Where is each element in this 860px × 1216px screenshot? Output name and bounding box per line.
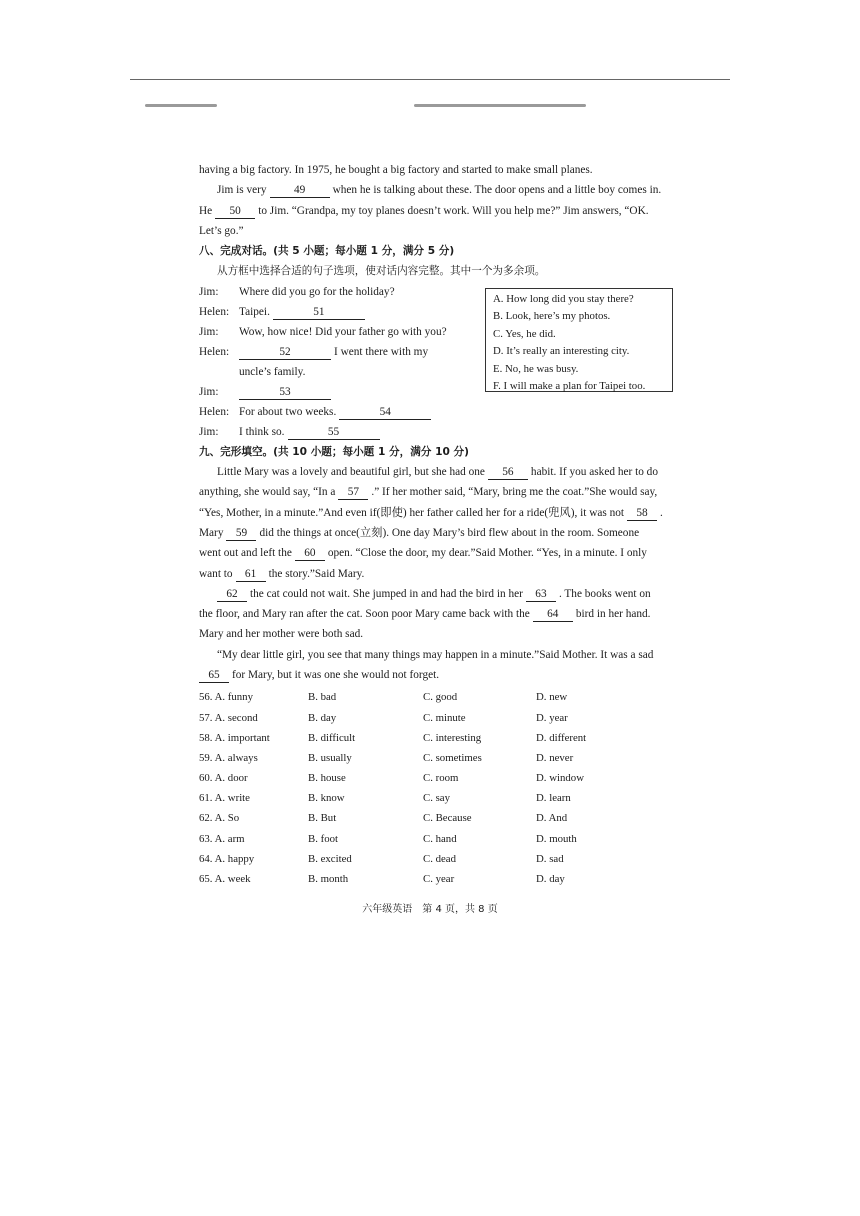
scan-mark: [414, 104, 586, 107]
blank-52[interactable]: 52: [239, 346, 331, 360]
choice-c[interactable]: C. good: [423, 691, 458, 704]
choice-a[interactable]: 60. A. door: [199, 772, 248, 785]
choice-b[interactable]: B. bad: [308, 691, 337, 704]
blank-53[interactable]: 53: [239, 386, 331, 400]
choice-b[interactable]: B. day: [308, 711, 337, 724]
choice-b[interactable]: B. But: [308, 812, 337, 825]
passage-line: Little Mary was a lovely and beautiful girl, but she had one 56 habit. If you asked her to do: [217, 466, 658, 479]
choice-d[interactable]: D. new: [536, 691, 568, 704]
choice-row-56: [199, 687, 679, 707]
scan-mark: [145, 104, 217, 107]
choice-c[interactable]: C. year: [423, 873, 455, 886]
option-e: E. No, he was busy.: [493, 362, 579, 375]
passage-line: “Yes, Mother, in a minute.”And even if(即使) her father called her for a ride(兜风), it was not 58 .: [199, 506, 663, 519]
choice-row-62: [199, 808, 679, 828]
passage-line: want to 61 the story.”Said Mary.: [199, 567, 365, 580]
blank-55[interactable]: 55: [288, 426, 380, 440]
blank-51[interactable]: 51: [273, 306, 365, 320]
passage-line: “My dear little girl, you see that many things may happen in a minute.”Said Mother. It was a sad: [217, 648, 654, 661]
choice-c[interactable]: C. sometimes: [423, 751, 482, 764]
choice-b[interactable]: B. excited: [308, 852, 352, 865]
choice-a[interactable]: 61. A. write: [199, 792, 250, 805]
choice-c[interactable]: C. say: [423, 792, 450, 805]
blank-60[interactable]: 60: [295, 547, 325, 561]
choice-b[interactable]: B. house: [308, 772, 346, 785]
choice-row-57: [199, 708, 679, 728]
options-box: [485, 288, 673, 392]
passage-line: He 50 to Jim. “Grandpa, my toy planes doesn’t work. Will you help me?” Jim answers, “OK.: [199, 204, 649, 217]
dialog-line: Helen: For about two weeks. 54: [199, 402, 434, 422]
choice-row-61: [199, 788, 679, 808]
choice-a[interactable]: 63. A. arm: [199, 832, 245, 845]
choice-c[interactable]: C. room: [423, 772, 459, 785]
choice-table: [199, 687, 679, 889]
blank-59[interactable]: 59: [226, 527, 256, 541]
exam-page: [199, 160, 679, 889]
choice-row-58: [199, 728, 679, 748]
choice-row-63: [199, 829, 679, 849]
page-footer: 六年级英语 第 4 页，共 8 页: [362, 904, 498, 915]
header-rule: [130, 79, 730, 80]
choice-d[interactable]: D. window: [536, 772, 584, 785]
blank-65[interactable]: 65: [199, 669, 229, 683]
dialog-line: Helen: 52 I went there with my: [199, 345, 429, 358]
choice-c[interactable]: C. Because: [423, 812, 472, 825]
dialog-line: Helen: Taipei. 51: [199, 302, 368, 322]
choice-d[interactable]: D. mouth: [536, 832, 577, 845]
choice-b[interactable]: B. month: [308, 873, 349, 886]
choice-c[interactable]: C. dead: [423, 852, 456, 865]
choice-a[interactable]: 62. A. So: [199, 812, 240, 825]
choice-b[interactable]: B. know: [308, 792, 345, 805]
blank-64[interactable]: 64: [533, 608, 573, 622]
dialog-line: Jim: Where did you go for the holiday?: [199, 285, 395, 298]
choice-a[interactable]: 58. A. important: [199, 731, 270, 744]
option-c: C. Yes, he did.: [493, 327, 556, 340]
passage-line: 65 for Mary, but it was one she would not forget.: [199, 665, 679, 685]
passage-line: the floor, and Mary ran after the cat. Soon poor Mary came back with the 64 bird in her hand.: [199, 608, 651, 621]
dialog-line: Jim: 53: [199, 382, 334, 402]
choice-c[interactable]: C. interesting: [423, 731, 482, 744]
passage-line: Let’s go.”: [199, 224, 244, 237]
section-8-title: 八、完成对话。(共 5 小题；每小题 1 分，满分 5 分): [199, 245, 455, 258]
choice-a[interactable]: 57. A. second: [199, 711, 258, 724]
dialog: [199, 282, 679, 442]
choice-row-59: [199, 748, 679, 768]
choice-d[interactable]: D. sad: [536, 852, 564, 865]
dialog-line: Jim: Wow, how nice! Did your father go with you?: [199, 325, 447, 338]
passage-line: 62 the cat could not wait. She jumped in and had the bird in her 63 . The books went on: [199, 584, 679, 604]
choice-row-65: [199, 869, 679, 889]
blank-56[interactable]: 56: [488, 466, 528, 480]
choice-d[interactable]: D. day: [536, 873, 565, 886]
choice-b[interactable]: B. foot: [308, 832, 338, 845]
choice-c[interactable]: C. minute: [423, 711, 466, 724]
option-f: F. I will make a plan for Taipei too.: [493, 380, 646, 393]
choice-row-60: [199, 768, 679, 788]
passage-line: Jim is very 49 when he is talking about these. The door opens and a little boy comes in.: [217, 184, 662, 197]
blank-62[interactable]: 62: [217, 588, 247, 602]
passage-line: anything, she would say, “In a 57 .” If her mother said, “Mary, bring me the coat.”She would say,: [199, 486, 658, 499]
blank-58[interactable]: 58: [627, 507, 657, 521]
option-a: A. How long did you stay there?: [493, 292, 634, 305]
choice-d[interactable]: D. year: [536, 711, 568, 724]
choice-a[interactable]: 59. A. always: [199, 751, 258, 764]
section-9-title: 九、完形填空。(共 10 小题；每小题 1 分，满分 10 分): [199, 445, 469, 458]
choice-b[interactable]: B. difficult: [308, 731, 356, 744]
choice-d[interactable]: D. different: [536, 731, 587, 744]
blank-61[interactable]: 61: [236, 568, 266, 582]
choice-a[interactable]: 64. A. happy: [199, 852, 255, 865]
passage-line: Mary 59 did the things at once(立刻). One day Mary’s bird flew about in the room. Someone: [199, 526, 640, 539]
section-8-instruction: 从方框中选择合适的句子选项，使对话内容完整。其中一个为多余项。: [217, 265, 546, 278]
choice-d[interactable]: D. never: [536, 751, 574, 764]
choice-d[interactable]: D. learn: [536, 792, 571, 805]
choice-a[interactable]: 56. A. funny: [199, 691, 253, 704]
choice-a[interactable]: 65. A. week: [199, 873, 251, 886]
blank-63[interactable]: 63: [526, 588, 556, 602]
dialog-line: Jim: I think so. 55: [199, 422, 383, 442]
blank-54[interactable]: 54: [339, 406, 431, 420]
blank-57[interactable]: 57: [338, 486, 368, 500]
passage-line: Mary and her mother were both sad.: [199, 628, 364, 641]
blank-50[interactable]: 50: [215, 205, 255, 219]
choice-row-64: [199, 849, 679, 869]
dialog-line: uncle’s family.: [239, 365, 306, 378]
choice-b[interactable]: B. usually: [308, 751, 352, 764]
option-b: B. Look, here’s my photos.: [493, 310, 611, 323]
passage-line: having a big factory. In 1975, he bought a big factory and started to make small planes.: [199, 164, 593, 176]
choice-c[interactable]: C. hand: [423, 832, 457, 845]
option-d: D. It’s really an interesting city.: [493, 345, 630, 358]
blank-49[interactable]: 49: [270, 184, 330, 198]
choice-d[interactable]: D. And: [536, 812, 568, 825]
passage-line: went out and left the 60 open. “Close the door, my dear.”Said Mother. “Yes, in a minute. I only: [199, 547, 647, 560]
